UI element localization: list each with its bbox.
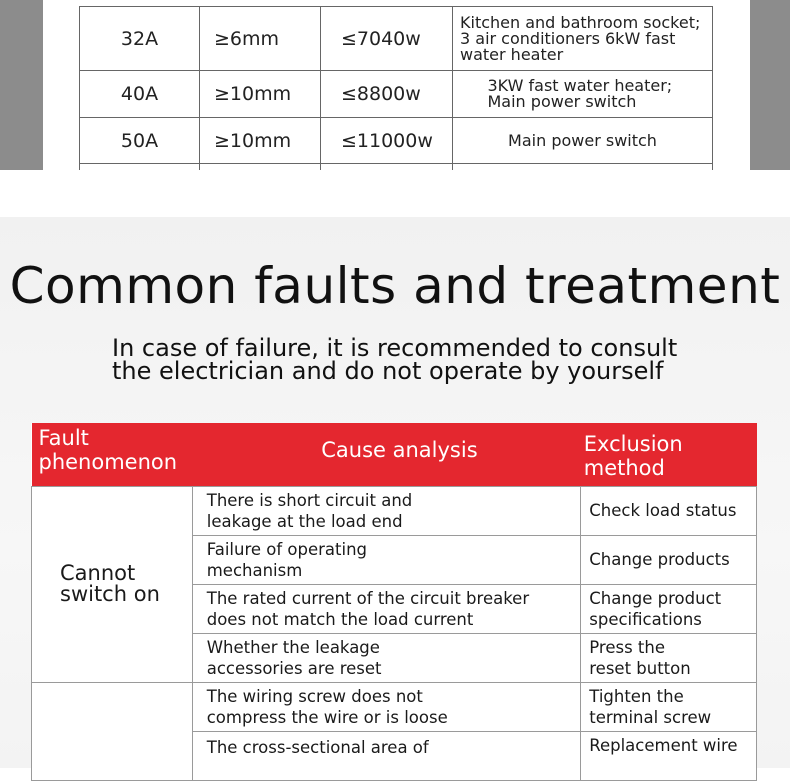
spec-wire: ≥10mm — [200, 118, 321, 164]
spec-power: ≤7040w — [321, 7, 453, 71]
spec-table — [79, 6, 713, 170]
header-fault-phenomenon: Fault phenomenon — [32, 423, 193, 486]
fault-table-header — [32, 423, 757, 486]
spec-table-panel — [0, 0, 790, 170]
spec-use-cell — [453, 7, 713, 71]
method-cell: Press the reset button — [581, 633, 757, 682]
cause-cell: The rated current of the circuit breaker does not match the load current — [192, 584, 581, 633]
method-cell: Change product specifications — [581, 584, 757, 633]
header-cause-analysis: Cause analysis — [192, 423, 581, 486]
spec-power: ≤11000w — [321, 118, 453, 164]
spec-row — [80, 7, 713, 71]
spec-current: 50A — [80, 118, 200, 164]
cause-cell: The cross-sectional area of — [192, 731, 581, 780]
table-row — [32, 486, 757, 535]
spec-current: 40A — [80, 71, 200, 118]
fault-table — [31, 423, 757, 781]
method-cell: Check load status — [581, 486, 757, 535]
cause-cell: Whether the leakage accessories are reset — [192, 633, 581, 682]
spec-row — [80, 118, 713, 164]
cause-cell: There is short circuit and leakage at the load end — [192, 486, 581, 535]
panel-border-left — [0, 0, 43, 170]
method-cell: Change products — [581, 535, 757, 584]
spec-wire: ≥10mm — [200, 71, 321, 118]
spec-use: 3KW fast water heater; Main power switch — [487, 76, 673, 111]
spec-use: Kitchen and bathroom socket; 3 air conditioners 6kW fast water heater — [460, 12, 701, 64]
spec-use-cell — [453, 118, 713, 164]
spec-row — [80, 71, 713, 118]
panel-border-right — [750, 0, 790, 170]
cause-cell: Failure of operating mechanism — [192, 535, 581, 584]
header-exclusion-method: Exclusion method — [581, 423, 757, 486]
section-subtitle: In case of failure, it is recommended to consult the electrician and do not operate by yourself — [112, 334, 678, 385]
method-cell: Tighten the terminal screw — [581, 682, 757, 731]
spec-wire: ≥6mm — [200, 7, 321, 71]
fault-phenomenon: Cannot switch on — [32, 486, 193, 682]
section-title: Common faults and treatment — [9, 257, 781, 315]
spec-power: ≤8800w — [321, 71, 453, 118]
section-gap — [0, 170, 790, 217]
spec-current: 32A — [80, 7, 200, 71]
cause-cell: The wiring screw does not compress the wire or is loose — [192, 682, 581, 731]
table-row — [32, 682, 757, 731]
spec-use: Main power switch — [508, 130, 657, 150]
fault-phenomenon — [32, 682, 193, 780]
spec-use-cell — [453, 71, 713, 118]
method-cell: Replacement wire — [581, 731, 757, 780]
